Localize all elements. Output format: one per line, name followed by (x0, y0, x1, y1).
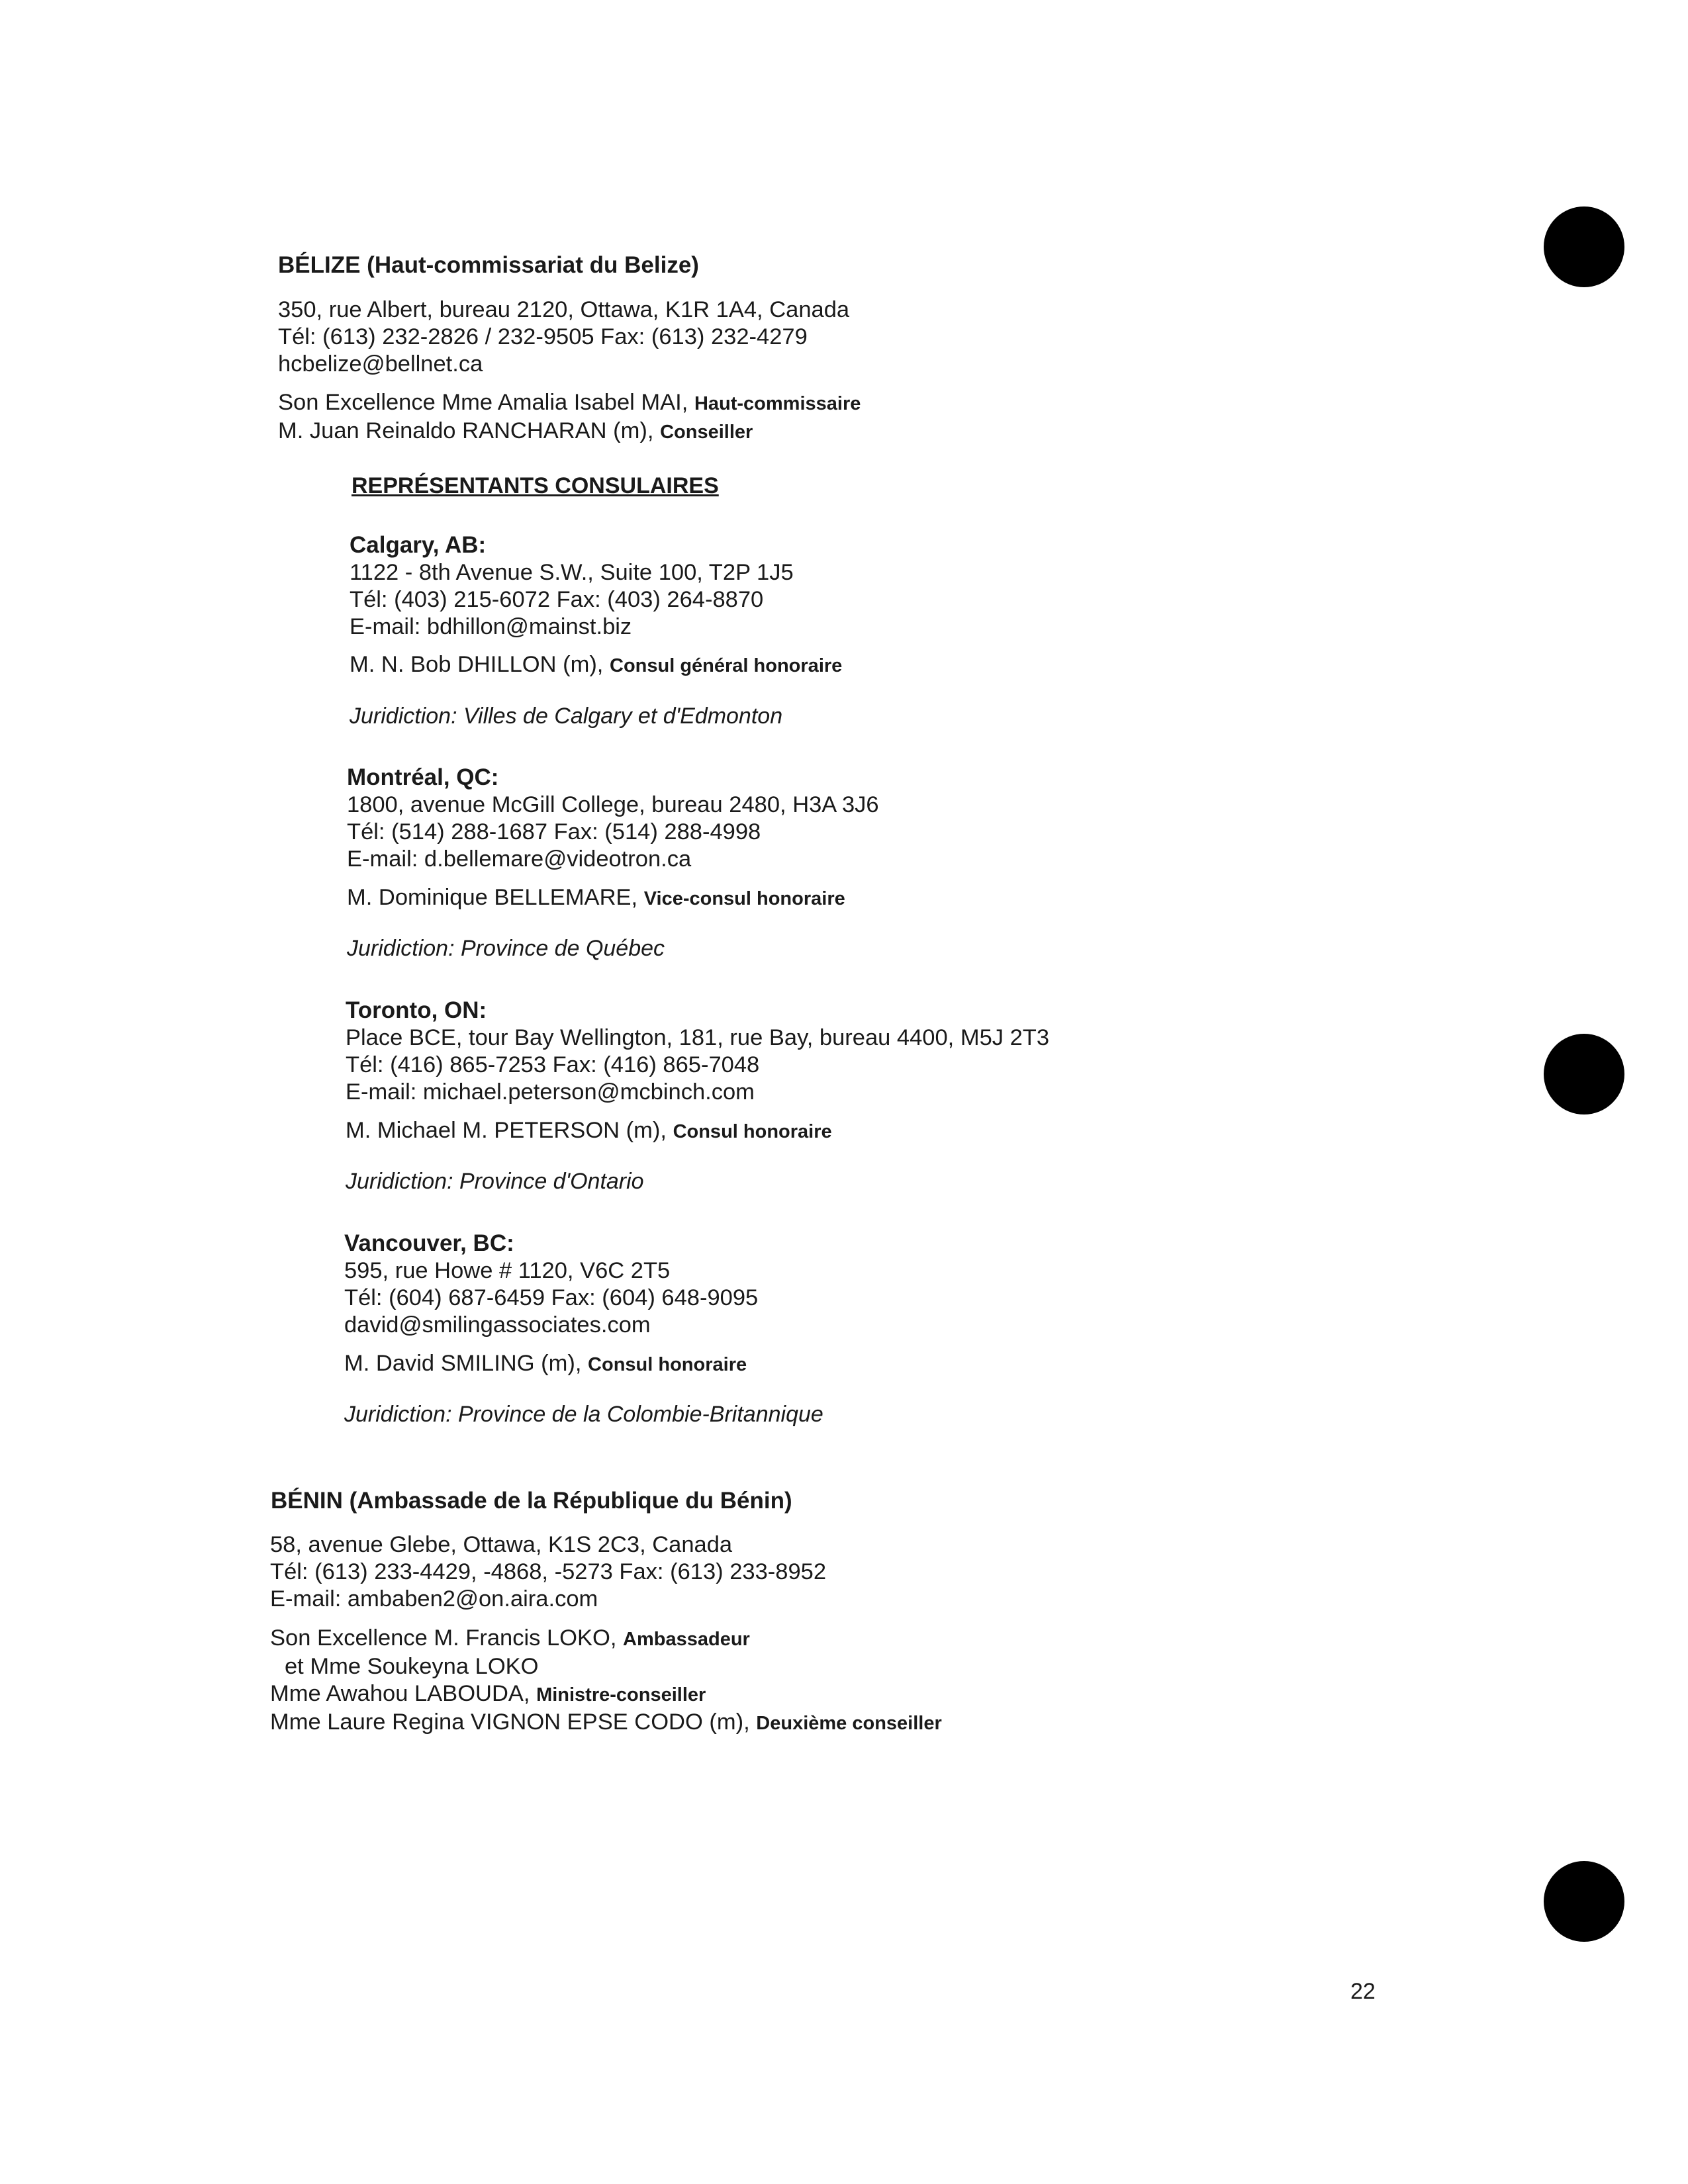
consulate-email: david@smilingassociates.com (344, 1312, 651, 1338)
consulate-city: Vancouver, BC: (344, 1230, 514, 1256)
consulate-phone: Tél: (403) 215-6072 Fax: (403) 264-8870 (350, 587, 764, 612)
consulate-montreal (347, 764, 879, 873)
consulate-vancouver (344, 1230, 758, 1339)
consulate-person: M. N. Bob DHILLON (m), (350, 652, 604, 677)
belize-contact (278, 296, 849, 378)
consulate-jurisdiction: Juridiction: Villes de Calgary et d'Edmonton (350, 704, 783, 729)
page-number: 22 (1350, 1979, 1376, 2004)
staff-line: et Mme Soukeyna LOKO (285, 1654, 539, 1679)
consulate-person-line (346, 1117, 832, 1146)
staff-line: M. Juan Reinaldo RANCHARAN (m), Conseiller (278, 418, 753, 443)
binder-hole-top (1544, 206, 1624, 287)
consulate-person: M. Michael M. PETERSON (m), (346, 1118, 667, 1143)
belize-email: hcbelize@bellnet.ca (278, 351, 483, 377)
consulate-phone: Tél: (604) 687-6459 Fax: (604) 648-9095 (344, 1285, 759, 1310)
benin-contact (270, 1531, 826, 1613)
consulate-role: Consul général honoraire (610, 655, 843, 676)
belize-section (278, 251, 699, 279)
consulate-person: M. David SMILING (m), (344, 1351, 582, 1376)
consulate-jurisdiction: Juridiction: Province de la Colombie-Britannique (344, 1402, 823, 1427)
consulate-city: Calgary, AB: (350, 532, 487, 558)
consulate-person-line (350, 651, 842, 680)
belize-phone: Tél: (613) 232-2826 / 232-9505 Fax: (613) 232-4279 (278, 324, 808, 349)
consulate-address: 1800, avenue McGill College, bureau 2480, H3A 3J6 (347, 792, 879, 817)
benin-heading: BÉNIN (Ambassade de la République du Bénin) (271, 1488, 792, 1514)
belize-staff (278, 389, 861, 446)
benin-staff (270, 1625, 942, 1737)
staff-line: Mme Laure Regina VIGNON EPSE CODO (m), Deuxième conseiller (270, 1709, 942, 1735)
benin-address: 58, avenue Glebe, Ottawa, K1S 2C3, Canada (270, 1532, 733, 1557)
consulate-person: M. Dominique BELLEMARE, (347, 885, 638, 910)
consulate-calgary (350, 531, 794, 641)
consulate-toronto (346, 997, 1049, 1106)
consular-title: REPRÉSENTANTS CONSULAIRES (352, 473, 719, 498)
consulate-email: E-mail: d.bellemare@videotron.ca (347, 846, 692, 872)
consulate-address: 595, rue Howe # 1120, V6C 2T5 (344, 1258, 671, 1283)
consulate-role: Vice-consul honoraire (643, 888, 845, 909)
consulate-city: Montréal, QC: (347, 764, 499, 790)
benin-email: E-mail: ambaben2@on.aira.com (270, 1586, 598, 1612)
consulate-address: Place BCE, tour Bay Wellington, 181, rue Bay, bureau 4400, M5J 2T3 (346, 1025, 1050, 1050)
consulate-person-line (344, 1350, 747, 1379)
benin-phone: Tél: (613) 233-4429, -4868, -5273 Fax: (613) 233-8952 (270, 1559, 827, 1584)
consulate-phone: Tél: (416) 865-7253 Fax: (416) 865-7048 (346, 1052, 760, 1077)
staff-line: Son Excellence Mme Amalia Isabel MAI, Haut-commissaire (278, 390, 861, 415)
consulate-role: Consul honoraire (673, 1121, 832, 1142)
binder-hole-bottom (1544, 1861, 1624, 1942)
consulate-role: Consul honoraire (588, 1354, 747, 1375)
binder-hole-middle (1544, 1034, 1624, 1115)
staff-line: Mme Awahou LABOUDA, Ministre-conseiller (270, 1681, 706, 1706)
consulate-person-line (347, 884, 845, 913)
belize-heading: BÉLIZE (Haut-commissariat du Belize) (278, 252, 699, 278)
staff-line: Son Excellence M. Francis LOKO, Ambassadeur (270, 1625, 750, 1651)
consulate-phone: Tél: (514) 288-1687 Fax: (514) 288-4998 (347, 819, 761, 844)
belize-address: 350, rue Albert, bureau 2120, Ottawa, K1R 1A4, Canada (278, 297, 850, 322)
benin-section (271, 1487, 792, 1515)
consulate-city: Toronto, ON: (346, 997, 487, 1023)
consulate-jurisdiction: Juridiction: Province d'Ontario (346, 1169, 644, 1194)
consulate-jurisdiction: Juridiction: Province de Québec (347, 936, 665, 961)
consulate-email: E-mail: bdhillon@mainst.biz (350, 614, 632, 639)
consulate-email: E-mail: michael.peterson@mcbinch.com (346, 1079, 755, 1105)
consulate-address: 1122 - 8th Avenue S.W., Suite 100, T2P 1J5 (350, 560, 794, 585)
